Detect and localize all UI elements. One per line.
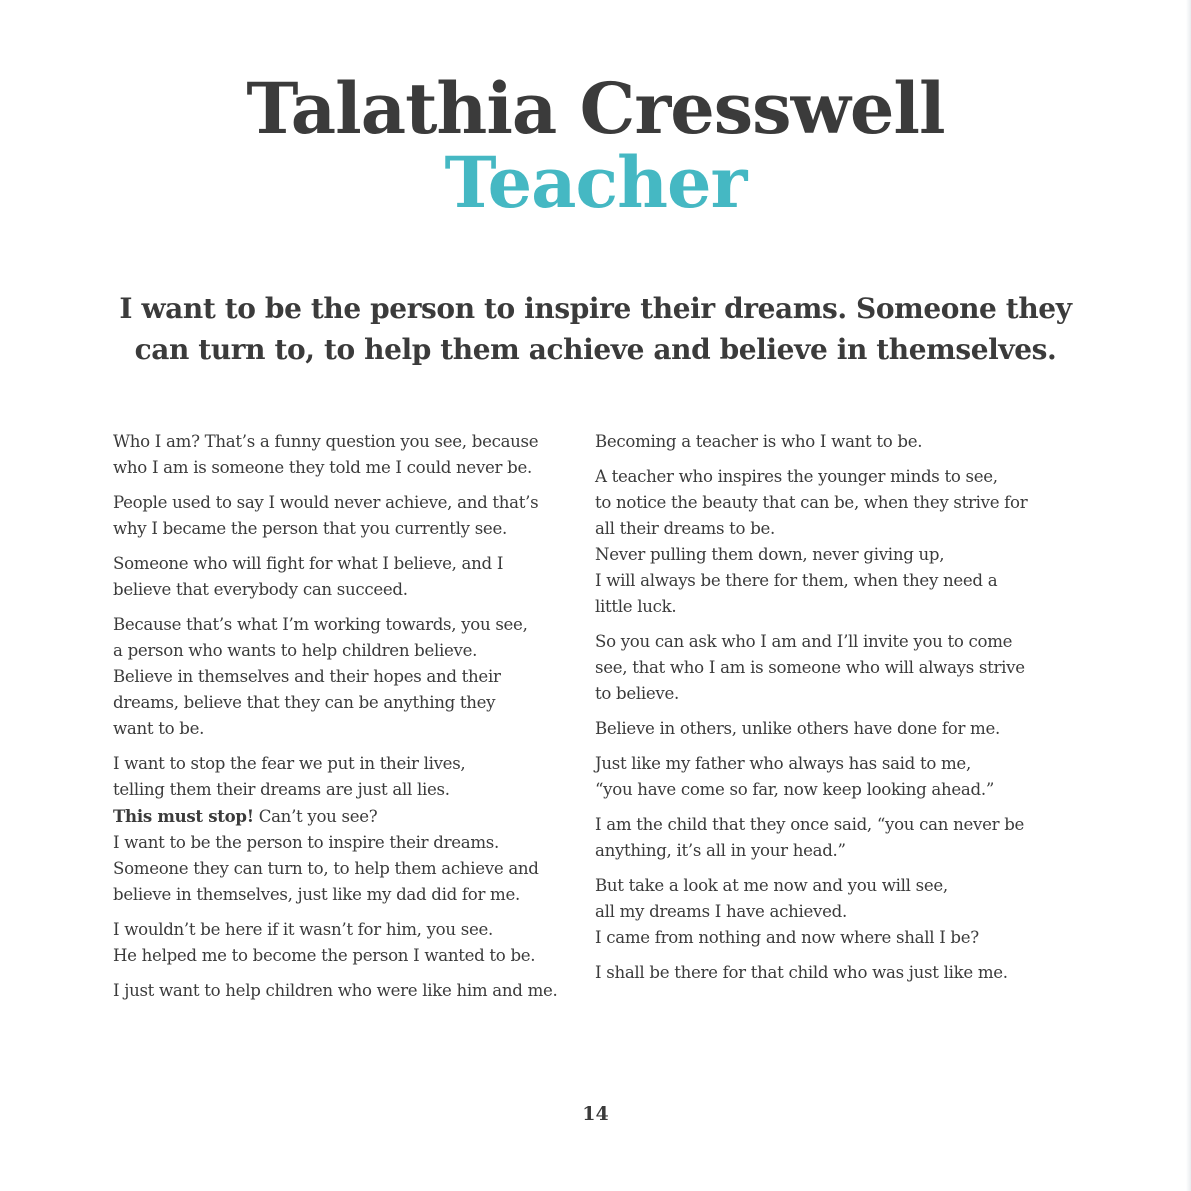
text-line: A teacher who inspires the younger minds to see, [595, 467, 998, 486]
text-line: why I became the person that you currently see. [113, 519, 507, 538]
text-line: believe in themselves, just like my dad did for me. [113, 885, 520, 904]
paragraph [113, 751, 573, 908]
paragraph [113, 551, 573, 603]
text-line: I want to be the person to inspire their dreams. [113, 833, 499, 852]
text-line: I want to stop the fear we put in their lives, [113, 754, 466, 773]
text-line: all my dreams I have achieved. [595, 902, 847, 921]
text-line: Someone they can turn to, to help them achieve and [113, 859, 539, 878]
pull-quote-line: can turn to, to help them achieve and believe in themselves. [134, 333, 1057, 366]
paragraph [595, 464, 1055, 620]
text-line: dreams, believe that they can be anything they [113, 693, 496, 712]
text-line: “you have come so far, now keep looking ahead.” [595, 780, 995, 799]
paragraph [113, 429, 573, 481]
text-line: anything, it’s all in your head.” [595, 841, 846, 860]
text-line: Someone who will fight for what I believe, and I [113, 554, 504, 573]
text-line: Becoming a teacher is who I want to be. [595, 432, 923, 451]
text-line: Believe in others, unlike others have done for me. [595, 719, 1000, 738]
paragraph [595, 716, 1055, 742]
text-line: I shall be there for that child who was just like me. [595, 963, 1008, 982]
text-line: believe that everybody can succeed. [113, 580, 408, 599]
paragraph [113, 978, 573, 1004]
paragraph [113, 612, 573, 742]
text-line: who I am is someone they told me I could never be. [113, 458, 532, 477]
text-line: Never pulling them down, never giving up, [595, 545, 945, 564]
text-line: I wouldn’t be here if it wasn’t for him, you see. [113, 920, 493, 939]
text-fragment: Can’t you see? [253, 807, 378, 826]
page-number: 14 [582, 1103, 609, 1125]
text-line: I just want to help children who were like him and me. [113, 981, 558, 1000]
paragraph [595, 812, 1055, 864]
text-line: Just like my father who always has said to me, [595, 754, 971, 773]
text-line: a person who wants to help children believe. [113, 641, 478, 660]
text-line: telling them their dreams are just all lies. [113, 780, 450, 799]
paragraph [595, 751, 1055, 803]
emphasis-text: This must stop! [113, 806, 254, 826]
person-role: Teacher [444, 141, 747, 224]
text-line: He helped me to become the person I wanted to be. [113, 946, 536, 965]
text-line: Believe in themselves and their hopes and their [113, 667, 501, 686]
text-line: all their dreams to be. [595, 519, 776, 538]
right-column [595, 429, 1055, 995]
paragraph [595, 429, 1055, 455]
paragraph [113, 917, 573, 969]
text-line: to believe. [595, 684, 679, 703]
text-line: I will always be there for them, when they need a [595, 571, 998, 590]
text-line: Who I am? That’s a funny question you see, because [113, 432, 539, 451]
text-line: I am the child that they once said, “you can never be [595, 815, 1025, 834]
text-line: to notice the beauty that can be, when they strive for [595, 493, 1028, 512]
text-line: But take a look at me now and you will see, [595, 876, 948, 895]
left-column [113, 429, 573, 1013]
pull-quote-line: I want to be the person to inspire their dreams. Someone they [119, 292, 1072, 325]
text-line [113, 803, 573, 830]
paragraph [595, 960, 1055, 986]
text-line: I came from nothing and now where shall I be? [595, 928, 979, 947]
page-title [0, 67, 1191, 224]
paragraph [595, 629, 1055, 707]
text-line: People used to say I would never achieve, and that’s [113, 493, 539, 512]
text-line: Because that’s what I’m working towards, you see, [113, 615, 528, 634]
text-line: So you can ask who I am and I’ll invite you to come [595, 632, 1013, 651]
text-line: little luck. [595, 597, 677, 616]
paragraph [595, 873, 1055, 951]
paragraph [113, 490, 573, 542]
pull-quote [100, 288, 1091, 370]
text-line: want to be. [113, 719, 205, 738]
person-name: Talathia Cresswell [246, 67, 945, 150]
text-line: see, that who I am is someone who will always strive [595, 658, 1025, 677]
